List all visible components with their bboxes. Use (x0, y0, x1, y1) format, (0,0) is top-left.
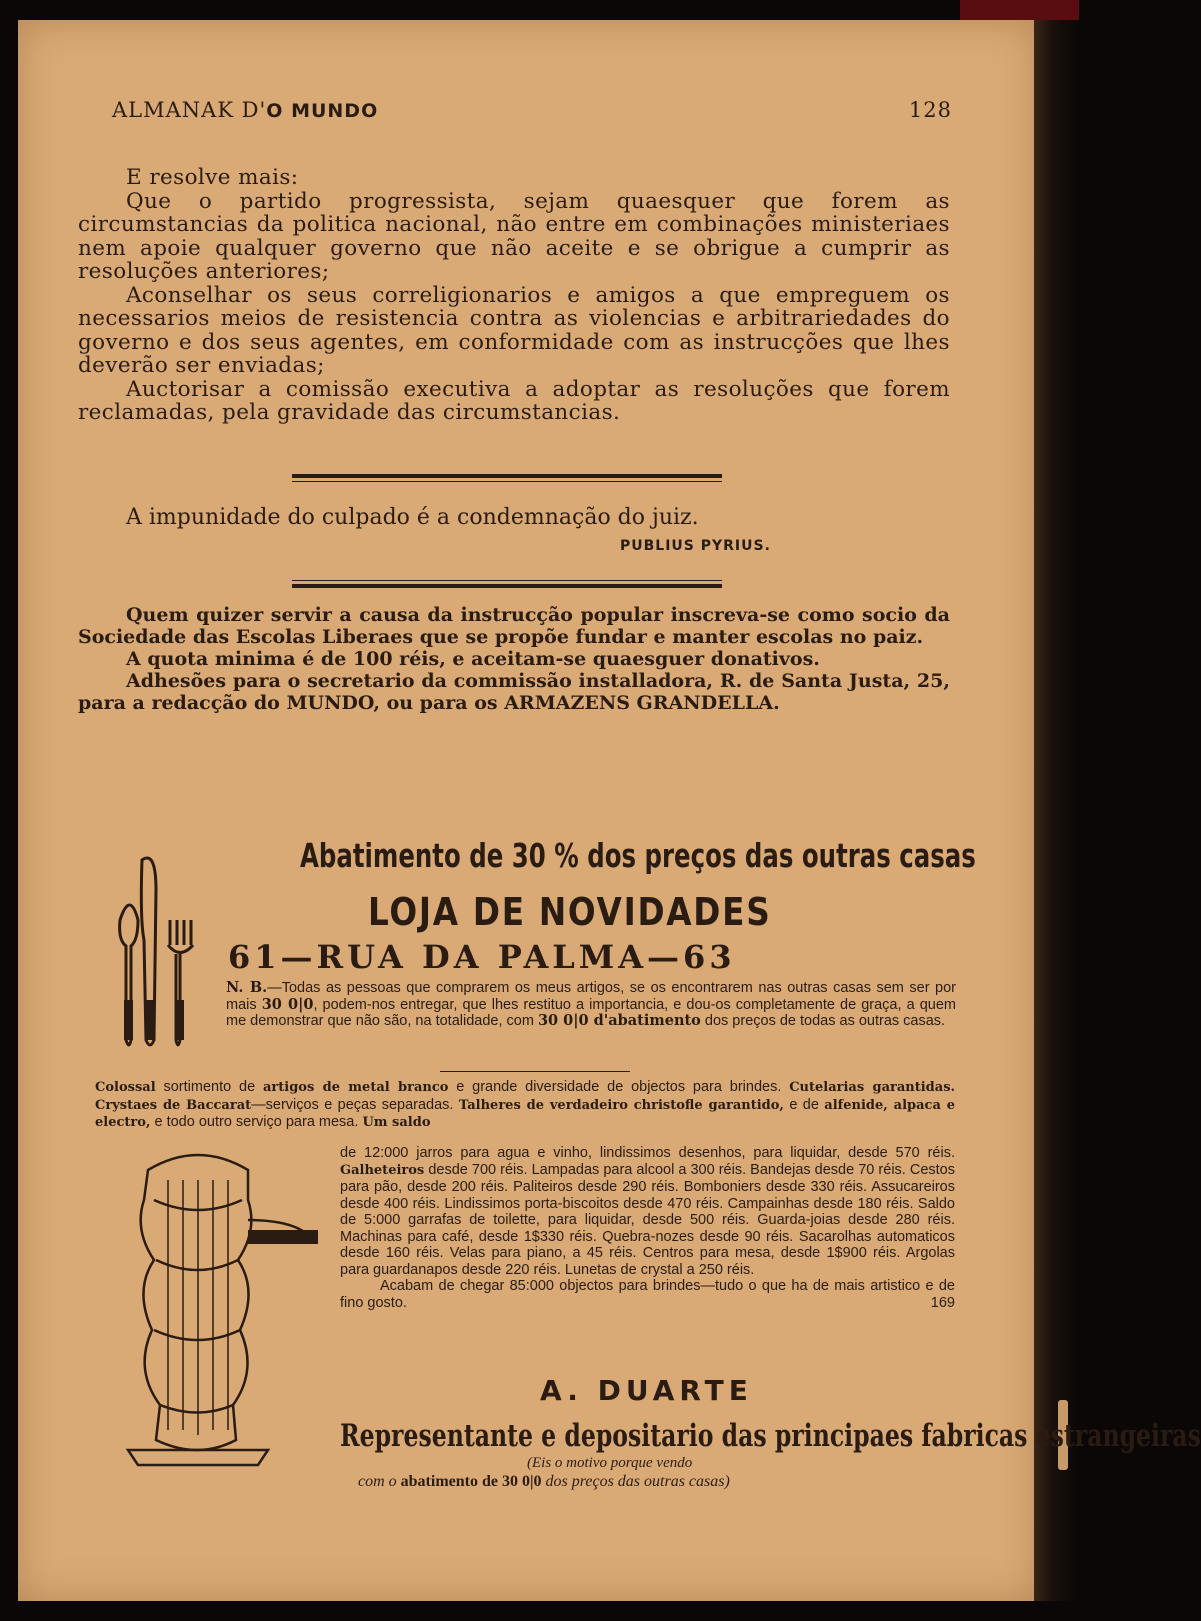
resolution-item-3: Auctorisar a comissão executiva a adoptar as resoluções que forem reclamadas, pela gravidade das circumstancias. (78, 376, 950, 425)
catalog-galheteiros: Galheteiros (340, 1162, 425, 1178)
page-number: 128 (908, 98, 952, 122)
advert-divider (440, 1071, 630, 1072)
motto-line-2 (358, 1473, 730, 1491)
notice-para-1: Quem quizer servir a causa da instrucção popular inscreva-se como socio da Sociedade das Escolas Liberaes que se propõe fundar e manter escolas no paiz. (78, 604, 950, 648)
owner-name: A. DUARTE (540, 1374, 753, 1407)
catalog-colossal: Colossal (95, 1080, 156, 1095)
header-brand: O MUNDO (266, 100, 379, 122)
catalog-text-b: sortimento de (163, 1079, 256, 1095)
motto-2a: com o (358, 1473, 397, 1490)
maxim-author: PUBLIUS PYRIUS. (620, 538, 771, 554)
divider-thin-bottom (292, 580, 722, 581)
catalog-saldo: Um saldo (362, 1115, 431, 1130)
catalog-list (340, 1145, 955, 1311)
shop-address: 61—RUA DA PALMA—63 (228, 938, 736, 976)
motto-line-1: (Eis o motivo porque vendo (527, 1455, 693, 1471)
running-header (112, 98, 952, 122)
header-prefix: ALMANAK D' (112, 98, 267, 122)
school-society-notice (78, 604, 950, 714)
catalog-text-l: de 12:000 jarros para agua e vinho, lindissimos desenhos, para liquidar, desde 570 réis. (340, 1145, 955, 1161)
nb-text-3: dos preços de todas as outras casas. (704, 1013, 946, 1029)
notice-para-2: A quota minima é de 100 réis, e aceitam-se quaesguer donativos. (126, 648, 820, 670)
catalog-text-h: e de (789, 1096, 819, 1113)
nb-text-2: , podem-nos entregar, que lhes restituo a importancia, e dou-os completamente de graça, a quem me demonstrar que não são, na totalidade, com (226, 996, 956, 1029)
nb-label: N. B. (226, 979, 268, 996)
cutlery-illustration (112, 850, 212, 1060)
urn-illustration (108, 1140, 333, 1470)
catalog-alfenide: alfenide, alpaca e electro, (95, 1097, 956, 1130)
shop-name: LOJA DE NOVIDADES (368, 890, 772, 934)
nb-percent: 30 0|0 (261, 995, 314, 1013)
maxim-quote: A impunidade do culpado é a condemnação do juiz. (126, 505, 699, 530)
resolution-text (78, 166, 950, 425)
motto-2c: dos preços das outras casas) (545, 1473, 730, 1490)
catalog-closing (340, 1278, 955, 1311)
divider-thick-top (292, 474, 722, 478)
catalog-christofle: Talheres de verdadeiro christofle garantido, (458, 1097, 784, 1113)
catalog-text-j: e todo outro serviço para mesa. (154, 1114, 359, 1130)
book-spine-edge (1034, 20, 1079, 1601)
resolution-item-2: Aconselhar os seus correligionarios e amigos a que empreguem os necessarios meios de resistencia contra as violencias e arbitrariedades do governo e dos seus agentes, em conformidade com as instrucções que lhes deverão ser enviadas; (78, 282, 950, 378)
resolution-item-1: Que o partido progressista, sejam quaesquer que forem as circumstancias da politica nacional, não entre em combinações ministeriaes nem apoie qualquer governo que não aceite e se obrigue a cumprir as resoluções anteriores; (78, 188, 950, 284)
nb-text: —Todas as pessoas que comprarem os meus artigos, se os encontrarem nas outras casas sem ser por mais (226, 980, 956, 1013)
discount-headline: Abatimento de 30 % dos preços das outras casas (300, 836, 976, 875)
notice-para-3: Adhesões para o secretario da commissão installadora, R. de Santa Justa, 25, para a redacção do MUNDO, ou para os ARMAZENS GRANDELLA. (78, 670, 950, 714)
top-edge-stain (960, 0, 1079, 20)
catalog-cutlery: Cutelarias garantidas. Crystaes de Baccarat (95, 1080, 956, 1113)
divider-thick-bottom (292, 584, 722, 588)
catalog-text-o: Acabam de chegar 85:000 objectos para brindes—tudo o que ha de mais artistico e de fino gosto. (340, 1278, 955, 1311)
nb-percent-2: 30 0|0 d'abatimento (537, 1012, 701, 1029)
catalog-metal: artigos de metal branco (262, 1080, 449, 1095)
divider-thin-top (292, 481, 722, 482)
resolution-lead: E resolve mais: (126, 165, 299, 190)
catalog-page-code: 169 (930, 1294, 955, 1311)
motto-2b: abatimento de 30 0|0 (400, 1473, 542, 1490)
nb-paragraph (226, 980, 956, 1030)
catalog-text-f: —serviços e peças separadas. (251, 1096, 454, 1113)
catalog-intro (95, 1079, 955, 1132)
catalog-text-d: e grande diversidade de objectos para brindes. (456, 1079, 782, 1095)
owner-role: Representante e depositario das principaes fabricas estrangeiras (340, 1418, 1201, 1454)
catalog-text-n: desde 700 réis. Lampadas para alcool a 300 réis. Bandejas desde 70 réis. Cestos para pão, desde 200 réis. Paliteiros desde 290 réis. Bomboniers desde 330 réis. Assucareiros desde 400 réis. Lindissimos porta-biscoitos desde 470 réis. Campainhas desde 180 réis. Saldo de 5:000 garrafas de toilette, para liquidar, desde 500 réis. Guarda-joias desde 280 réis. Machinas para café, desde 1$330 réis. Quebra-nozes desde 90 réis. Sacarolhas automaticos desde 160 réis. Velas para piano, a 45 réis. Centros para mesa, desde 1$900 réis. Argolas para guardanapos desde 220 réis. Lunetas de crystal a 250 réis. (340, 1161, 956, 1278)
